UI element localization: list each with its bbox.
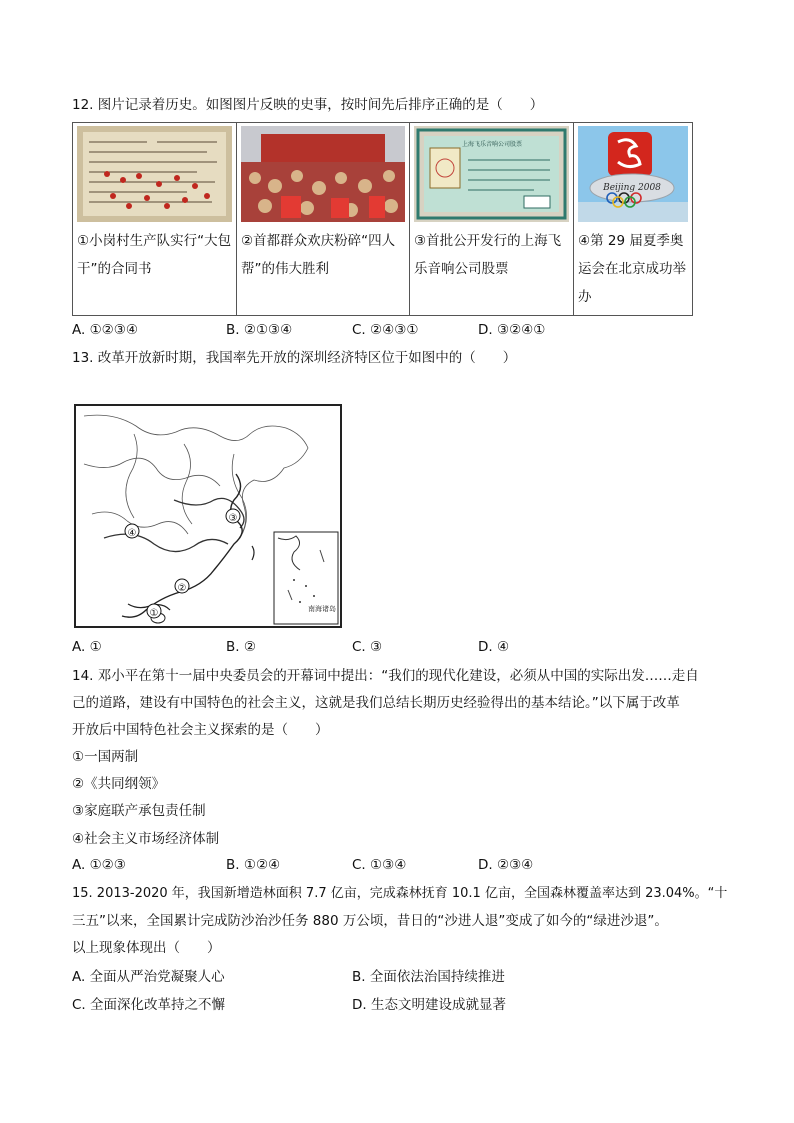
q12-option-c[interactable]: C. ②④③① bbox=[352, 322, 419, 338]
q12-option-d[interactable]: D. ③②④① bbox=[478, 322, 546, 338]
q13-option-c[interactable]: C. ③ bbox=[352, 639, 383, 655]
q15-option-b[interactable]: B. 全面依法治国持续推进 bbox=[352, 969, 505, 985]
q14-option-c[interactable]: C. ①③④ bbox=[352, 857, 407, 873]
q14-item-4: ④社会主义市场经济体制 bbox=[72, 831, 220, 847]
q14-option-b[interactable]: B. ①②④ bbox=[226, 857, 281, 873]
contract-image bbox=[77, 126, 232, 222]
q13-option-a[interactable]: A. ① bbox=[72, 639, 102, 655]
q12-caption-1: ①小岗村生产队实行“大包干”的合同书 bbox=[77, 233, 232, 277]
q13-stem: 13. 改革开放新时期，我国率先开放的深圳经济特区位于如图中的（ ） bbox=[72, 350, 517, 366]
china-map bbox=[74, 404, 342, 628]
q12-cell-2 bbox=[237, 123, 410, 316]
q14-item-1: ①一国两制 bbox=[72, 749, 139, 765]
inset-label: 南海诸岛 bbox=[308, 605, 336, 613]
q12-cell-4 bbox=[574, 123, 693, 316]
map-marker-1: ① bbox=[149, 608, 159, 619]
map-marker-3: ③ bbox=[228, 513, 238, 524]
q15-line-3: 以上现象体现出（ ） bbox=[72, 940, 221, 956]
stock-certificate-image bbox=[414, 126, 569, 222]
q12-stem: 12. 图片记录着历史。如图图片反映的史事，按时间先后排序正确的是（ ） bbox=[72, 97, 544, 113]
olympic-emblem-text: Beijing 2008 bbox=[603, 183, 661, 193]
q14-option-d[interactable]: D. ②③④ bbox=[478, 857, 534, 873]
stock-title: 上海飞乐音响公司股票 bbox=[461, 141, 523, 148]
q15-option-d[interactable]: D. 生态文明建设成就显著 bbox=[352, 997, 506, 1013]
q13-option-d[interactable]: D. ④ bbox=[478, 639, 510, 655]
q12-caption-2: ②首都群众欢庆粉碎“四人帮”的伟大胜利 bbox=[241, 233, 396, 277]
q15-line-1: 15. 2013-2020 年，我国新增造林面积 7.7 亿亩，完成森林抚育 10.1 亿亩，全国森林覆盖率达到 23.04%。“十 bbox=[72, 886, 728, 901]
q12-option-b[interactable]: B. ②①③④ bbox=[226, 322, 293, 338]
map-marker-2: ② bbox=[177, 583, 187, 594]
olympic-emblem-image bbox=[578, 126, 688, 222]
q12-cell-3 bbox=[410, 123, 574, 316]
q14-option-a[interactable]: A. ①②③ bbox=[72, 857, 126, 873]
map-marker-4: ④ bbox=[127, 528, 137, 539]
q14-item-2: ②《共同纲领》 bbox=[72, 776, 166, 792]
q12-option-a[interactable]: A. ①②③④ bbox=[72, 322, 138, 338]
q14-line-2: 己的道路，建设有中国特色的社会主义，这就是我们总结长期历史经验得出的基本结论。”以下属于改革 bbox=[72, 695, 680, 711]
q12-picture-table bbox=[72, 122, 693, 316]
q15-line-2: 三五”以来，全国累计完成防沙治沙任务 880 万公顷，昔日的“沙进人退”变成了如今的“绿进沙退”。 bbox=[72, 913, 668, 929]
q15-option-a[interactable]: A. 全面从严治党凝聚人心 bbox=[72, 969, 225, 985]
q15-option-c[interactable]: C. 全面深化改革持之不懈 bbox=[72, 997, 226, 1013]
q12-cell-1 bbox=[73, 123, 237, 316]
q14-line-1: 14. 邓小平在第十一届中央委员会的开幕词中提出：“我们的现代化建设，必须从中国的实际出发……走自 bbox=[72, 668, 699, 684]
q13-option-b[interactable]: B. ② bbox=[226, 639, 256, 655]
q14-item-3: ③家庭联产承包责任制 bbox=[72, 803, 206, 819]
q14-line-3: 开放后中国特色社会主义探索的是（ ） bbox=[72, 722, 329, 738]
q12-caption-3: ③首批公开发行的上海飞乐音响公司股票 bbox=[414, 233, 562, 277]
q12-caption-4: ④第 29 届夏季奥运会在北京成功举办 bbox=[578, 233, 686, 305]
crowd-celebration-image bbox=[241, 126, 405, 222]
